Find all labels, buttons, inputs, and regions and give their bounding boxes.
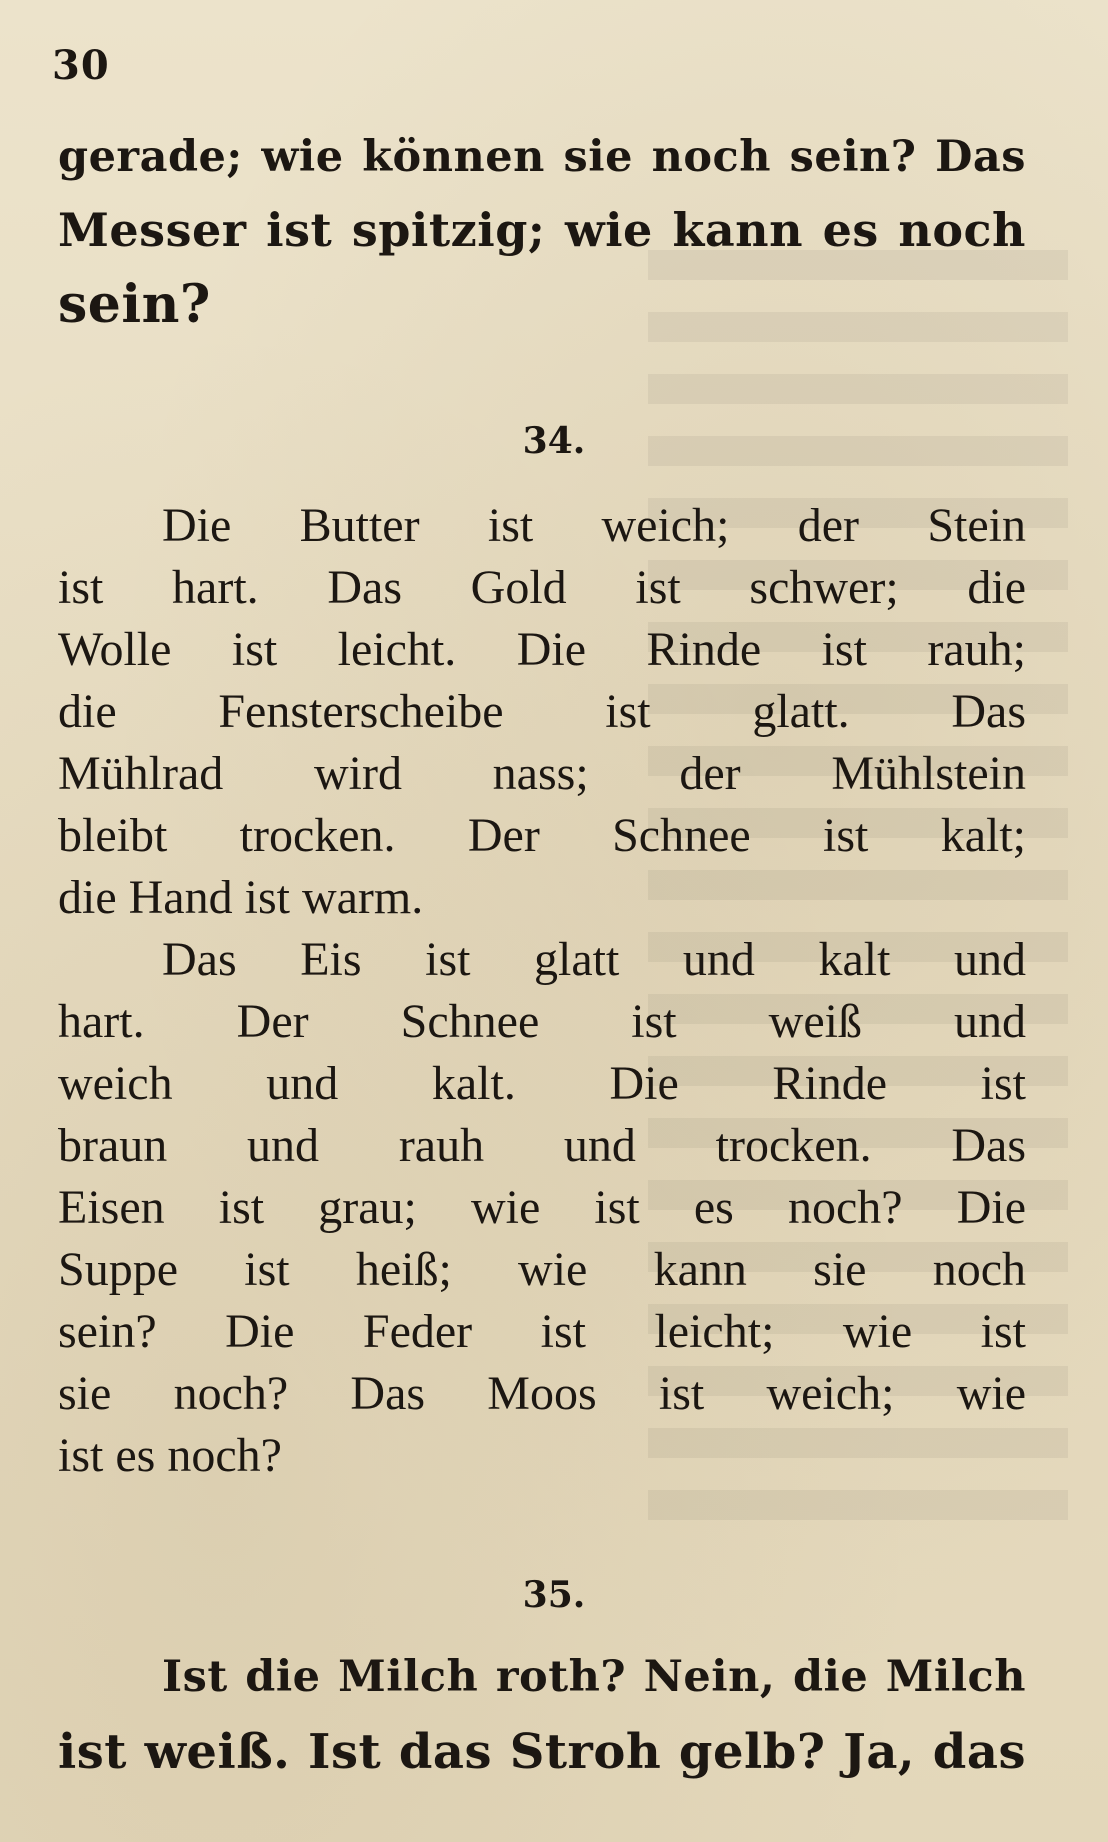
paragraph-line: hart. Der Schnee ist weiß und: [58, 995, 1026, 1048]
paragraph-line: Eisen ist grau; wie ist es noch? Die: [58, 1181, 1026, 1234]
paragraph-line: die Hand ist warm.: [58, 871, 424, 924]
paragraph-line: Die Butter ist weich; der Stein: [162, 499, 1026, 552]
paragraph-line: sein? Die Feder ist leicht; wie ist: [58, 1305, 1026, 1358]
section-35-line: Ist die Milch roth? Nein, die Milch: [162, 1652, 1026, 1702]
paragraph-line: Das Eis ist glatt und kalt und: [162, 933, 1026, 986]
paragraph-line: ist hart. Das Gold ist schwer; die: [58, 561, 1026, 614]
paragraph-line: Suppe ist heiß; wie kann sie noch: [58, 1243, 1026, 1296]
paragraph-line: Mühlrad wird nass; der Mühlstein: [58, 747, 1026, 800]
page-number: 30: [52, 42, 110, 89]
paragraph-line: sie noch? Das Moos ist weich; wie: [58, 1367, 1026, 1420]
section-number-34: 34.: [522, 420, 586, 462]
section-number-35: 35.: [522, 1574, 586, 1616]
continuation-line: Messer ist spitzig; wie kann es noch: [58, 203, 1026, 257]
paragraph-line: braun und rauh und trocken. Das: [58, 1119, 1026, 1172]
paragraph-line: ist es noch?: [58, 1429, 282, 1482]
continuation-line: sein?: [58, 274, 211, 335]
paragraph-line: bleibt trocken. Der Schnee ist kalt;: [58, 809, 1026, 862]
paragraph-line: weich und kalt. Die Rinde ist: [58, 1057, 1026, 1110]
paragraph-line: Wolle ist leicht. Die Rinde ist rauh;: [58, 623, 1026, 676]
continuation-line: gerade; wie können sie noch sein? Das: [58, 132, 1026, 182]
paragraph-line: die Fensterscheibe ist glatt. Das: [58, 685, 1026, 738]
section-35-line: ist weiß. Ist das Stroh gelb? Ja, das: [58, 1724, 1026, 1780]
